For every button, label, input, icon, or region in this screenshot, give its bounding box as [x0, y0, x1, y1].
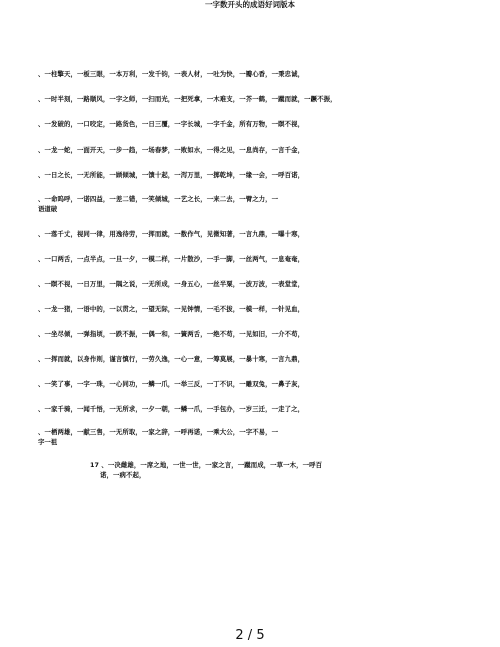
idiom-line-14: 、一家千骑，一闻千悟，一无所求，一夕一朝，一鳞一爪，一手包办，一岁三迁，一走了之， [38, 405, 305, 413]
idiom-line-15: 、一栖两雄，一献三售，一无所取，一家之辞，一呼再诺，一乘大公，一字不易，一 [38, 428, 279, 436]
idiom-line-5: 、一日之长，一无所能，一顾倾城，一馈十起，一泻万里，一掷乾坤，一缘一会，一呼百诺， [38, 171, 305, 179]
idiom-line-7: 、一落千丈，视同一律，用逸待劳，一挥而就，一数作气，见微知著，一言九鼎，一曝十寒， [38, 230, 305, 238]
idiom-line-13: 、一笑了事，一字一珠，一心同功，一鳞一爪，一举三反，一丁不识，一雕双兔，一鼻子灰， [38, 380, 305, 388]
item-17-line-1: 17 、一决雌雄，一席之地，一世一世，一家之言，一蹴而成，一草一木，一呼百 [90, 461, 323, 469]
page-number: 2 / 5 [235, 628, 265, 643]
idiom-line-10: 、一龙一猪，一语中的，一以贯之，一望无际，一见钟情，一毛不拔，一模一样，一针见血， [38, 305, 305, 313]
idiom-line-2: 、一时半刻，一路顺风，一字之师，一扫而光，一把死拿，一木难支，一芥一鹤，一蹴而就，一蹶不振， [38, 95, 337, 103]
idiom-line-9: 、一瞑不视，一日万里，一隅之说，一无所成，一身五心，一丝半粟，一波万波，一表堂堂， [38, 280, 305, 288]
idiom-line-4: 、一龙一蛇，一面开天，一步一趋，一场春梦，一败如水，一得之见，一息尚存，一言千金， [38, 146, 305, 154]
idiom-line-11: 、一坐尽倾，一弹指顷，一跌不振，一偶一和，一簧两舌，一绝不苟，一见如旧，一介不苟， [38, 330, 305, 338]
item-17-line-2: 诺，一病不起， [100, 471, 146, 479]
idiom-line-1: 、一柱擎天，一板三眼，一本万利，一发千钧，一表人材，一吐为快，一瓣心香，一秉忠诚， [38, 70, 305, 78]
idiom-line-3: 、一发破的，一口咬定，一路货色，一日三覆，一字长城，一字千金，所有万物，一瞑不视， [38, 120, 305, 128]
idiom-line-12: 、一挥而就，以身作则，谨言慎行，一劳久逸，一心一意，一筹莫展，一暴十寒，一言九鼎， [38, 355, 305, 363]
page-title: 一字数开头的成语好词版本 [205, 0, 295, 9]
idiom-line-8: 、一口两舌，一点半点，一旦一夕，一模二样，一片散沙，一手一脚，一丝两气，一息奄奄， [38, 255, 305, 263]
idiom-line-6: 、一命呜呼，一诺四益，一差二错，一笑倾城，一艺之长，一来二去，一臂之力，一 [38, 195, 279, 203]
idiom-line-15-continuation: 字一祖 [38, 438, 58, 446]
idiom-line-6-continuation: 语道破 [38, 205, 58, 213]
